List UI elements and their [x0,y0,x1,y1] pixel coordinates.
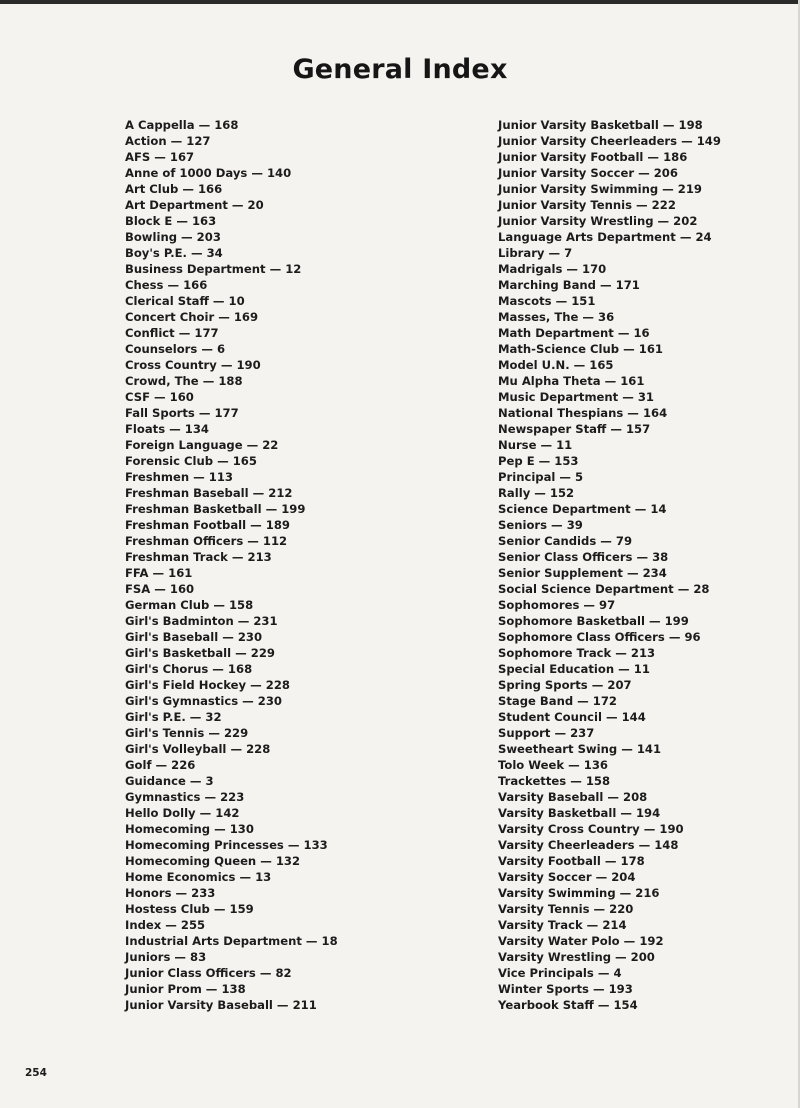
index-entry: Forensic Club — 165 [125,454,257,468]
index-entry: Cross Country — 190 [125,358,261,372]
index-entry: Special Education — 11 [498,662,650,676]
index-entry: Marching Band — 171 [498,278,640,292]
index-entry: Stage Band — 172 [498,694,617,708]
index-entry: Yearbook Staff — 154 [498,998,638,1012]
index-entry: Freshmen — 113 [125,470,233,484]
index-entry: Madrigals — 170 [498,262,607,276]
index-entry: Spring Sports — 207 [498,678,632,692]
index-entry: Junior Class Officers — 82 [125,966,292,980]
index-entry: Math Department — 16 [498,326,650,340]
index-entry: Varsity Cross Country — 190 [498,822,684,836]
index-entry: Junior Varsity Wrestling — 202 [498,214,698,228]
index-entry: Girl's Volleyball — 228 [125,742,271,756]
index-entry: Trackettes — 158 [498,774,611,788]
index-entry: Girl's Badminton — 231 [125,614,278,628]
index-entry: Principal — 5 [498,470,584,484]
index-entry: Sophomore Basketball — 199 [498,614,689,628]
index-entry: Varsity Soccer — 204 [498,870,636,884]
index-entry: Sophomore Class Officers — 96 [498,630,701,644]
index-entry: Junior Prom — 138 [125,982,246,996]
index-entry: Language Arts Department — 24 [498,230,712,244]
index-entry: Conflict — 177 [125,326,219,340]
index-entry: National Thespians — 164 [498,406,668,420]
index-entry: Junior Varsity Cheerleaders — 149 [498,134,721,148]
index-entry: Industrial Arts Department — 18 [125,934,338,948]
index-entry: Girl's Basketball — 229 [125,646,275,660]
index-entry: AFS — 167 [125,150,195,164]
index-column-left [125,117,338,1013]
index-entry: FFA — 161 [125,566,193,580]
index-entry: A Cappella — 168 [125,118,239,132]
index-entry: Hello Dolly — 142 [125,806,240,820]
index-entry: Math-Science Club — 161 [498,342,663,356]
index-entry: Guidance — 3 [125,774,214,788]
index-entry: Sophomore Track — 213 [498,646,656,660]
index-entry: Seniors — 39 [498,518,583,532]
index-entry: Student Council — 144 [498,710,646,724]
index-entry: Index — 255 [125,918,206,932]
index-entry: Rally — 152 [498,486,575,500]
index-entry: Girl's Field Hockey — 228 [125,678,290,692]
index-entry: Art Department — 20 [125,198,264,212]
index-entry: Art Club — 166 [125,182,223,196]
index-entry: Counselors — 6 [125,342,226,356]
index-entry: FSA — 160 [125,582,195,596]
index-entry: Mu Alpha Theta — 161 [498,374,645,388]
index-entry: Freshman Officers — 112 [125,534,288,548]
index-entry: Junior Varsity Soccer — 206 [498,166,678,180]
index-entry: Winter Sports — 193 [498,982,633,996]
page-number: 254 [25,1067,47,1079]
index-entry: Bowling — 203 [125,230,221,244]
index-entry: Nurse — 11 [498,438,573,452]
index-entry: Girl's Chorus — 168 [125,662,253,676]
index-entry: Library — 7 [498,246,573,260]
index-entry: Fall Sports — 177 [125,406,239,420]
index-entry: Gymnastics — 223 [125,790,245,804]
index-entry: Varsity Wrestling — 200 [498,950,655,964]
index-entry: Senior Class Officers — 38 [498,550,669,564]
index-entry: Crowd, The — 188 [125,374,243,388]
index-entry: Varsity Basketball — 194 [498,806,661,820]
index-entry: Senior Supplement — 234 [498,566,667,580]
index-entry: Homecoming Princesses — 133 [125,838,328,852]
index-entry: Business Department — 12 [125,262,302,276]
index-entry: Homecoming Queen — 132 [125,854,301,868]
index-entry: Varsity Baseball — 208 [498,790,648,804]
index-entry: Junior Varsity Baseball — 211 [125,998,317,1012]
index-entry: Masses, The — 36 [498,310,615,324]
index-entry: Boy's P.E. — 34 [125,246,223,260]
index-entry: Junior Varsity Basketball — 198 [498,118,703,132]
index-entry: Girl's Tennis — 229 [125,726,249,740]
index-entry: Freshman Baseball — 212 [125,486,293,500]
index-entry: Golf — 226 [125,758,196,772]
index-entry: Girl's Gymnastics — 230 [125,694,282,708]
index-entry: Chess — 166 [125,278,208,292]
index-entry: Concert Choir — 169 [125,310,259,324]
index-entry: Block E — 163 [125,214,217,228]
index-entry: Model U.N. — 165 [498,358,614,372]
index-entry: Freshman Track — 213 [125,550,272,564]
index-entry: Floats — 134 [125,422,209,436]
page-title: General Index [292,54,508,85]
index-entry: Clerical Staff — 10 [125,294,245,308]
index-entry: Foreign Language — 22 [125,438,279,452]
index-entry: Home Economics — 13 [125,870,272,884]
index-entry: Newspaper Staff — 157 [498,422,651,436]
index-entry: Homecoming — 130 [125,822,254,836]
index-entry: Girl's P.E. — 32 [125,710,222,724]
index-entry: Freshman Football — 189 [125,518,290,532]
index-entry: Varsity Tennis — 220 [498,902,634,916]
index-entry: Sophomores — 97 [498,598,616,612]
index-entry: Senior Candids — 79 [498,534,633,548]
index-entry: Sweetheart Swing — 141 [498,742,662,756]
index-entry: Junior Varsity Tennis — 222 [498,198,676,212]
index-entry: Music Department — 31 [498,390,654,404]
index-entry: Junior Varsity Swimming — 219 [498,182,702,196]
index-entry: Varsity Track — 214 [498,918,627,932]
index-entry: Juniors — 83 [125,950,207,964]
index-entry: Science Department — 14 [498,502,667,516]
index-entry: Action — 127 [125,134,211,148]
index-entry: Varsity Swimming — 216 [498,886,660,900]
page-top-edge [0,0,800,4]
index-entry: Mascots — 151 [498,294,596,308]
index-entry: Pep E — 153 [498,454,579,468]
index-entry: Varsity Cheerleaders — 148 [498,838,679,852]
index-entry: Girl's Baseball — 230 [125,630,263,644]
index-entry: Anne of 1000 Days — 140 [125,166,292,180]
index-entry: CSF — 160 [125,390,194,404]
index-entry: Social Science Department — 28 [498,582,710,596]
index-entry: Junior Varsity Football — 186 [498,150,688,164]
index-entry: German Club — 158 [125,598,254,612]
index-entry: Varsity Football — 178 [498,854,645,868]
index-entry: Varsity Water Polo — 192 [498,934,664,948]
index-entry: Support — 237 [498,726,595,740]
index-entry: Hostess Club — 159 [125,902,254,916]
index-entry: Vice Principals — 4 [498,966,622,980]
index-entry: Honors — 233 [125,886,216,900]
index-column-right [498,117,721,1013]
index-entry: Freshman Basketball — 199 [125,502,306,516]
index-entry: Tolo Week — 136 [498,758,608,772]
